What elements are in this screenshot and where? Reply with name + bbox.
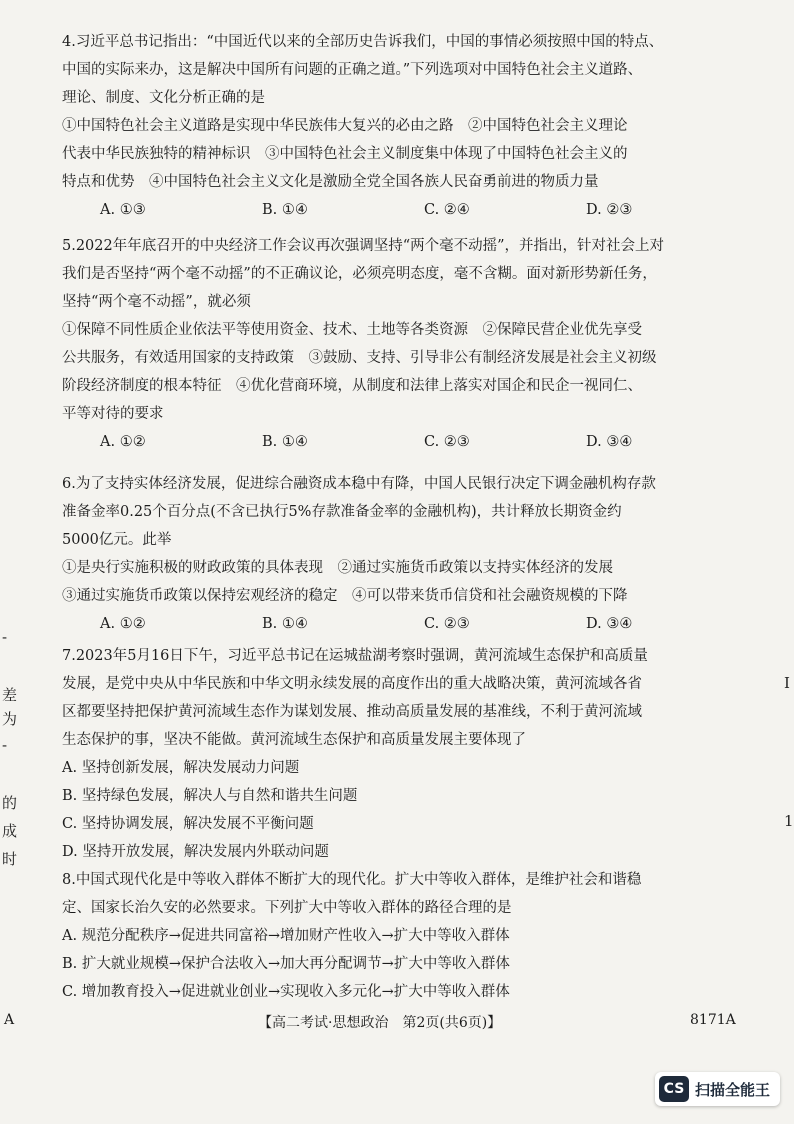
q4-item-line: 特点和优势 ④中国特色社会主义文化是激励全党全国各族人民奋勇前进的物质力量 xyxy=(62,174,599,190)
q4-stem-line: 中国的实际来办，这是解决中国所有问题的正确之道。”下列选项对中国特色社会主义道路、 xyxy=(62,62,643,78)
q7-option-d: D. 坚持开放发展，解决发展内外联动问题 xyxy=(62,844,329,860)
choice-c: C. ②③ xyxy=(424,434,470,450)
choice-d: D. ③④ xyxy=(586,434,633,450)
choice-b: B. ①④ xyxy=(262,616,308,632)
q6-stem-line: 6.为了支持实体经济发展，促进综合融资成本稳中有降，中国人民银行决定下调金融机构存款 xyxy=(62,476,656,492)
q7-stem-line: 发展，是党中央从中华民族和中华文明永续发展的高度作出的重大战略决策，黄河流域各省 xyxy=(62,676,642,692)
q4-item-line: ①中国特色社会主义道路是实现中华民族伟大复兴的必由之路 ②中国特色社会主义理论 xyxy=(62,118,628,134)
choice-c: C. ②③ xyxy=(424,616,470,632)
q7-stem-line: 生态保护的事，坚决不能做。黄河流域生态保护和高质量发展主要体现了 xyxy=(62,732,526,748)
camscanner-logo-icon: CS xyxy=(659,1076,689,1102)
scanner-watermark xyxy=(655,1072,780,1106)
question-4 xyxy=(62,28,762,224)
q4-stem-line: 理论、制度、文化分析正确的是 xyxy=(62,90,265,106)
q5-item-line: ①保障不同性质企业依法平等使用资金、技术、土地等各类资源 ②保障民营企业优先享受 xyxy=(62,322,642,338)
margin-fragment: 差 xyxy=(2,686,18,704)
q6-item-line: ③通过实施货币政策以保持宏观经济的稳定 ④可以带来货币信贷和社会融资规模的下降 xyxy=(62,588,628,604)
q6-stem-line: 准备金率0.25个百分点(不含已执行5%存款准备金率的金融机构)，共计释放长期资金约 xyxy=(62,504,622,520)
q5-stem-line: 5.2022年年底召开的中央经济工作会议再次强调坚持“两个毫不动摇”，并指出，针对社会上对 xyxy=(62,238,665,254)
q4-item-line: 代表中华民族独特的精神标识 ③中国特色社会主义制度集中体现了中国特色社会主义的 xyxy=(62,146,628,162)
margin-fragment: 的 xyxy=(2,794,18,812)
scanner-app-name: 扫描全能王 xyxy=(694,1080,770,1099)
footer-exam-code: 8171A xyxy=(690,1012,736,1028)
q4-choices xyxy=(100,196,762,224)
margin-fragment: - xyxy=(2,736,8,754)
q5-stem-line: 我们是否坚持“两个毫不动摇”的不正确议论，必须亮明态度，毫不含糊。面对新形势新任务， xyxy=(62,266,657,282)
q6-stem-line: 5000亿元。此举 xyxy=(62,532,172,548)
q5-item-line: 公共服务，有效适用国家的支持政策 ③鼓励、支持、引导非公有制经济发展是社会主义初级 xyxy=(62,350,657,366)
margin-fragment: 时 xyxy=(2,850,18,868)
choice-b: B. ①④ xyxy=(262,202,308,218)
choice-c: C. ②④ xyxy=(424,202,470,218)
q5-choices xyxy=(100,428,762,456)
q8-option-c: C. 增加教育投入→促进就业创业→实现收入多元化→扩大中等收入群体 xyxy=(62,984,510,1000)
q7-option-b: B. 坚持绿色发展，解决人与自然和谐共生问题 xyxy=(62,788,358,804)
choice-a: A. ①② xyxy=(100,616,146,632)
footer-page-info: 【高二考试·思想政治 第2页(共6页)】 xyxy=(258,1015,502,1031)
question-6 xyxy=(62,470,762,638)
margin-fragment: 成 xyxy=(2,822,18,840)
choice-d: D. ②③ xyxy=(586,202,633,218)
q6-item-line: ①是央行实施积极的财政政策的具体表现 ②通过实施货币政策以支持实体经济的发展 xyxy=(62,560,613,576)
q5-item-line: 平等对待的要求 xyxy=(62,406,164,422)
choice-a: A. ①③ xyxy=(100,202,146,218)
q7-stem-line: 区都要坚持把保护黄河流域生态作为谋划发展、推动高质量发展的基准线，不利于黄河流域 xyxy=(62,704,642,720)
q8-option-b: B. 扩大就业规模→保护合法收入→加大再分配调节→扩大中等收入群体 xyxy=(62,956,510,972)
q8-option-a: A. 规范分配秩序→促进共同富裕→增加财产性收入→扩大中等收入群体 xyxy=(62,928,510,944)
choice-a: A. ①② xyxy=(100,434,146,450)
margin-fragment: I xyxy=(784,674,790,692)
q5-item-line: 阶段经济制度的根本特征 ④优化营商环境，从制度和法律上落实对国企和民企一视同仁、 xyxy=(62,378,642,394)
question-7 xyxy=(62,642,762,866)
q8-stem-line: 8.中国式现代化是中等收入群体不断扩大的现代化。扩大中等收入群体，是维护社会和谐稳 xyxy=(62,872,642,888)
q5-stem-line: 坚持“两个毫不动摇”，就必须 xyxy=(62,294,251,310)
footer-left-code: A xyxy=(4,1012,15,1028)
choice-d: D. ③④ xyxy=(586,616,633,632)
q8-stem-line: 定、国家长治久安的必然要求。下列扩大中等收入群体的路径合理的是 xyxy=(62,900,512,916)
margin-fragment: - xyxy=(2,628,8,646)
margin-fragment: 1 xyxy=(784,812,794,830)
question-8 xyxy=(62,866,762,1006)
q7-option-a: A. 坚持创新发展，解决发展动力问题 xyxy=(62,760,300,776)
question-5 xyxy=(62,232,762,456)
q7-stem-line: 7.2023年5月16日下午，习近平总书记在运城盐湖考察时强调，黄河流域生态保护和高质量 xyxy=(62,648,648,664)
choice-b: B. ①④ xyxy=(262,434,308,450)
q4-stem-line: 4.习近平总书记指出：“中国近代以来的全部历史告诉我们，中国的事情必须按照中国的特点、 xyxy=(62,34,664,50)
margin-fragment: 为 xyxy=(2,710,18,728)
q6-choices xyxy=(100,610,762,638)
q7-option-c: C. 坚持协调发展，解决发展不平衡问题 xyxy=(62,816,314,832)
